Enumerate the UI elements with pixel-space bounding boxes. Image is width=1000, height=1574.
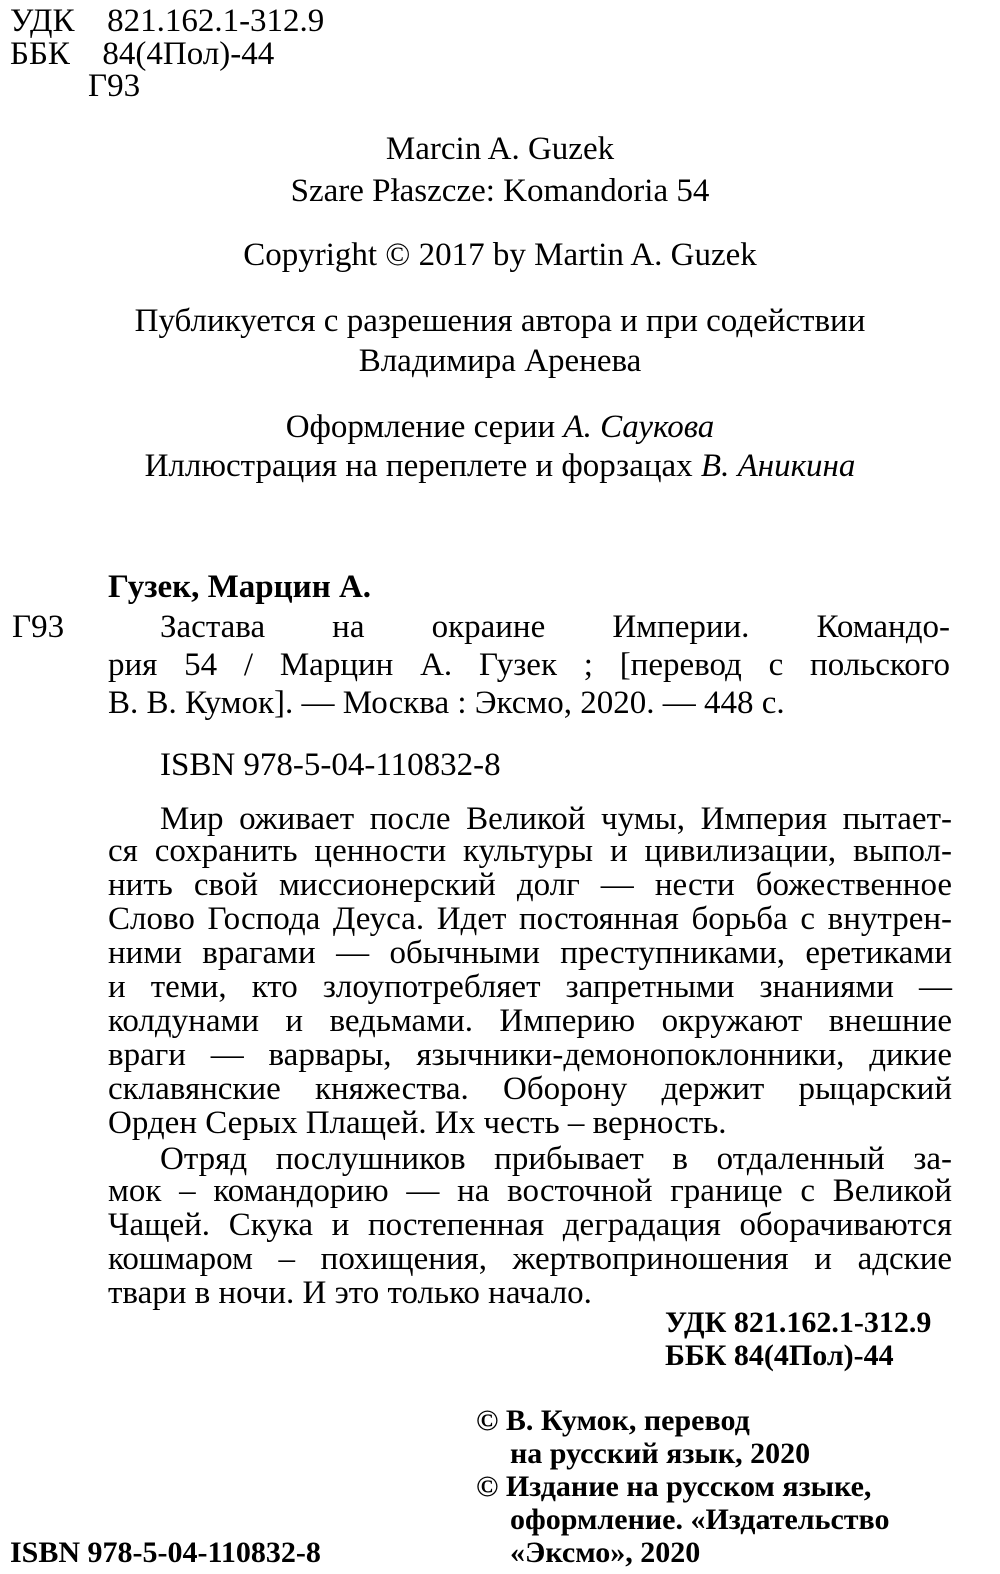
annotation-line: склавянские княжества. Оборону держит рыцарский	[108, 1071, 952, 1107]
permission-line-1: Публикуется с разрешения автора и при содействии	[134, 303, 866, 339]
udk-label: УДК	[10, 3, 75, 39]
annotation-line: и теми, кто злоупотребляет запретными знаниями —	[108, 969, 952, 1005]
annotation-line: кошмаром – похищения, жертвоприношения и адские	[108, 1241, 952, 1277]
illustration-credit-name: В. Аникина	[700, 448, 856, 484]
author-code-header: Г93	[88, 68, 141, 104]
series-credit-name: А. Саукова	[563, 409, 715, 445]
annotation-paragraph-1	[108, 834, 952, 1140]
annotation-line: мок – командорию — на восточной границе с Великой	[108, 1173, 952, 1209]
annotation-line: Отряд послушников прибывает в отдаленный за-	[160, 1141, 952, 1177]
catalog-entry-line: В. В. Кумок]. — Москва : Эксмо, 2020. — 448 с.	[108, 685, 785, 721]
annotation-line: Чащей. Скука и постепенная деградация оборачиваются	[108, 1207, 952, 1243]
original-copyright: Copyright © 2017 by Martin A. Guzek	[243, 237, 757, 273]
annotation-line: ся сохранить ценности культуры и цивилизации, выпол-	[108, 833, 952, 869]
annotation-paragraph-2	[108, 1174, 952, 1310]
annotation-line: Орден Серых Плащей. Их честь – верность.	[108, 1105, 727, 1141]
series-credit	[0, 408, 1000, 446]
catalog-entry-cont	[108, 646, 950, 722]
udk-value: 821.162.1-312.9	[107, 3, 325, 39]
footer-bbk: ББК 84(4Пол)-44	[665, 1339, 894, 1372]
annotation-line: нить свой миссионерский долг — нести божественное	[108, 867, 952, 903]
copyright-edition-line-1: © Издание на русском языке,	[476, 1470, 872, 1503]
permission-line-2: Владимира Аренева	[358, 343, 642, 379]
annotation-line: ними врагами — обычными преступниками, еретиками	[108, 935, 952, 971]
illustration-credit-label: Иллюстрация на переплете и форзацах	[144, 448, 693, 484]
copyright-edition-line-3: «Эксмо», 2020	[510, 1536, 701, 1569]
illustration-credit	[0, 447, 1000, 485]
footer-isbn: ISBN 978-5-04-110832-8	[10, 1536, 321, 1569]
annotation-line: твари в ночи. И это только начало.	[108, 1275, 592, 1311]
catalog-entry-line: рия 54 / Марцин А. Гузек ; [перевод с польского	[108, 647, 950, 683]
copyright-edition-line-2: оформление. «Издательство	[510, 1503, 890, 1536]
annotation-line: колдунами и ведьмами. Империю окружают внешние	[108, 1003, 952, 1039]
annotation-line: враги — варвары, язычники-демонопоклонники, дикие	[108, 1037, 952, 1073]
annotation-line: Мир оживает после Великой чумы, Империя пытает-	[160, 801, 952, 837]
bbk-label: ББК	[10, 36, 70, 72]
original-title: Szare Płaszcze: Komandoria 54	[290, 173, 710, 209]
catalog-author-heading: Гузек, Марцин А.	[108, 569, 372, 605]
catalog-code: Г93	[12, 609, 65, 645]
annotation-line: Слово Господа Деуса. Идет постоянная борьба с внутрен-	[108, 901, 952, 937]
series-credit-label: Оформление серии	[285, 409, 556, 445]
copyright-translation-line-1: © В. Кумок, перевод	[476, 1404, 750, 1437]
footer-udk: УДК 821.162.1-312.9	[665, 1306, 932, 1339]
original-author: Marcin A. Guzek	[385, 131, 615, 167]
catalog-entry	[160, 608, 950, 646]
bbk-header	[10, 35, 274, 73]
bbk-value: 84(4Пол)-44	[102, 36, 275, 72]
catalog-entry-line: Застава на окраине Империи. Командо-	[160, 609, 950, 645]
copyright-translation-line-2: на русский язык, 2020	[510, 1437, 811, 1470]
catalog-isbn: ISBN 978-5-04-110832-8	[160, 747, 501, 783]
